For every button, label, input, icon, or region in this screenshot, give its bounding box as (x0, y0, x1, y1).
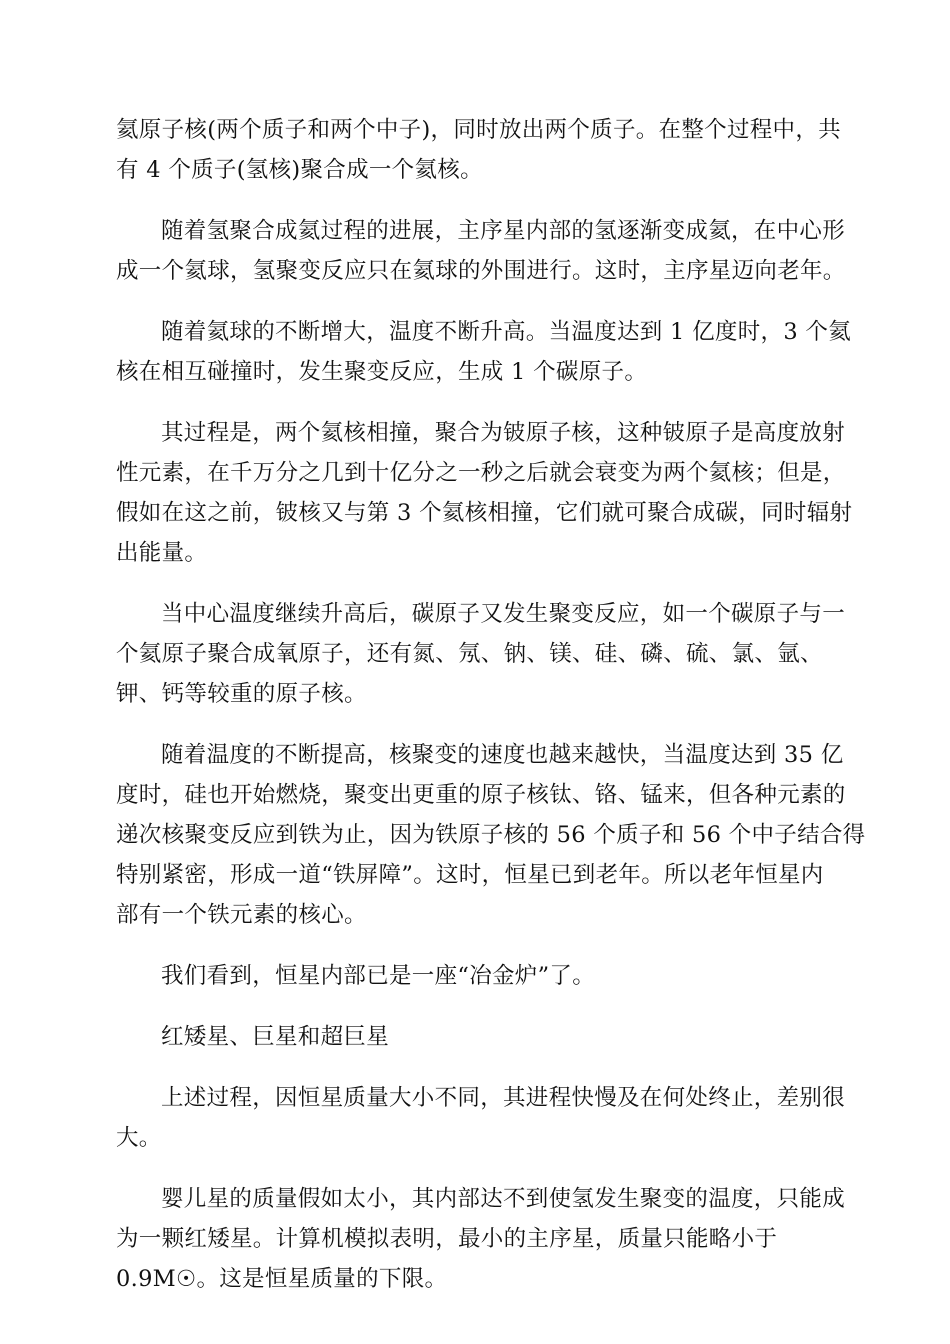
text-line: 上述过程，因恒星质量大小不同，其进程快慢及在何处终止，差别很 (161, 1085, 846, 1111)
text-line: 度时，硅也开始燃烧，聚变出更重的原子核钛、铬、锰来，但各种元素的 (116, 782, 846, 808)
paragraph-9 (116, 1179, 846, 1299)
paragraph-1 (116, 110, 841, 190)
paragraph-2 (116, 211, 846, 291)
paragraph-7 (116, 956, 836, 996)
text-line: 成一个氦球，氢聚变反应只在氦球的外围进行。这时，主序星迈向老年。 (116, 258, 846, 284)
section-heading: 红矮星、巨星和超巨星 (161, 1024, 390, 1050)
text-line: 随着温度的不断提高，核聚变的速度也越来越快，当温度达到 35 亿 (161, 742, 844, 768)
text-line: 假如在这之前，铍核又与第 3 个氦核相撞，它们就可聚合成碳，同时辐射 (116, 500, 853, 526)
paragraph-3 (116, 312, 851, 392)
text-line: 随着氦球的不断增大，温度不断升高。当温度达到 1 亿度时，3 个氦 (161, 319, 851, 345)
text-line: 核在相互碰撞时，发生聚变反应，生成 1 个碳原子。 (116, 359, 648, 385)
text-line: 当中心温度继续升高后，碳原子又发生聚变反应，如一个碳原子与一 (161, 601, 846, 627)
text-line: 我们看到，恒星内部已是一座“冶金炉”了。 (161, 963, 596, 989)
text-line: 递次核聚变反应到铁为止，因为铁原子核的 56 个质子和 56 个中子结合得 (116, 822, 866, 848)
paragraph-5 (116, 594, 846, 714)
text-line: 随着氢聚合成氦过程的进展，主序星内部的氢逐渐变成氦，在中心形 (161, 218, 846, 244)
text-line: 特别紧密，形成一道“铁屏障”。这时，恒星已到老年。所以老年恒星内 (116, 862, 824, 888)
paragraph-4 (116, 413, 853, 573)
text-line: 钾、钙等较重的原子核。 (116, 681, 367, 707)
text-line: 个氦原子聚合成氧原子，还有氮、氖、钠、镁、硅、磷、硫、氯、氩、 (116, 641, 823, 667)
text-line: 0.9M☉。这是恒星质量的下限。 (116, 1266, 448, 1292)
text-line: 有 4 个质子(氢核)聚合成一个氦核。 (116, 157, 483, 183)
text-line: 氦原子核(两个质子和两个中子)，同时放出两个质子。在整个过程中，共 (116, 117, 841, 143)
text-line: 性元素，在千万分之几到十亿分之一秒之后就会衰变为两个氦核；但是， (116, 460, 846, 486)
text-line: 大。 (116, 1125, 162, 1151)
text-line: 婴儿星的质量假如太小，其内部达不到使氢发生聚变的温度，只能成 (161, 1186, 846, 1212)
paragraph-6 (116, 735, 866, 935)
text-line: 部有一个铁元素的核心。 (116, 902, 367, 928)
paragraph-8 (116, 1078, 846, 1158)
text-line: 为一颗红矮星。计算机模拟表明，最小的主序星，质量只能略小于 (116, 1226, 778, 1252)
text-line: 其过程是，两个氦核相撞，聚合为铍原子核，这种铍原子是高度放射 (161, 420, 846, 446)
text-line: 出能量。 (116, 540, 208, 566)
document-page (116, 110, 866, 1320)
